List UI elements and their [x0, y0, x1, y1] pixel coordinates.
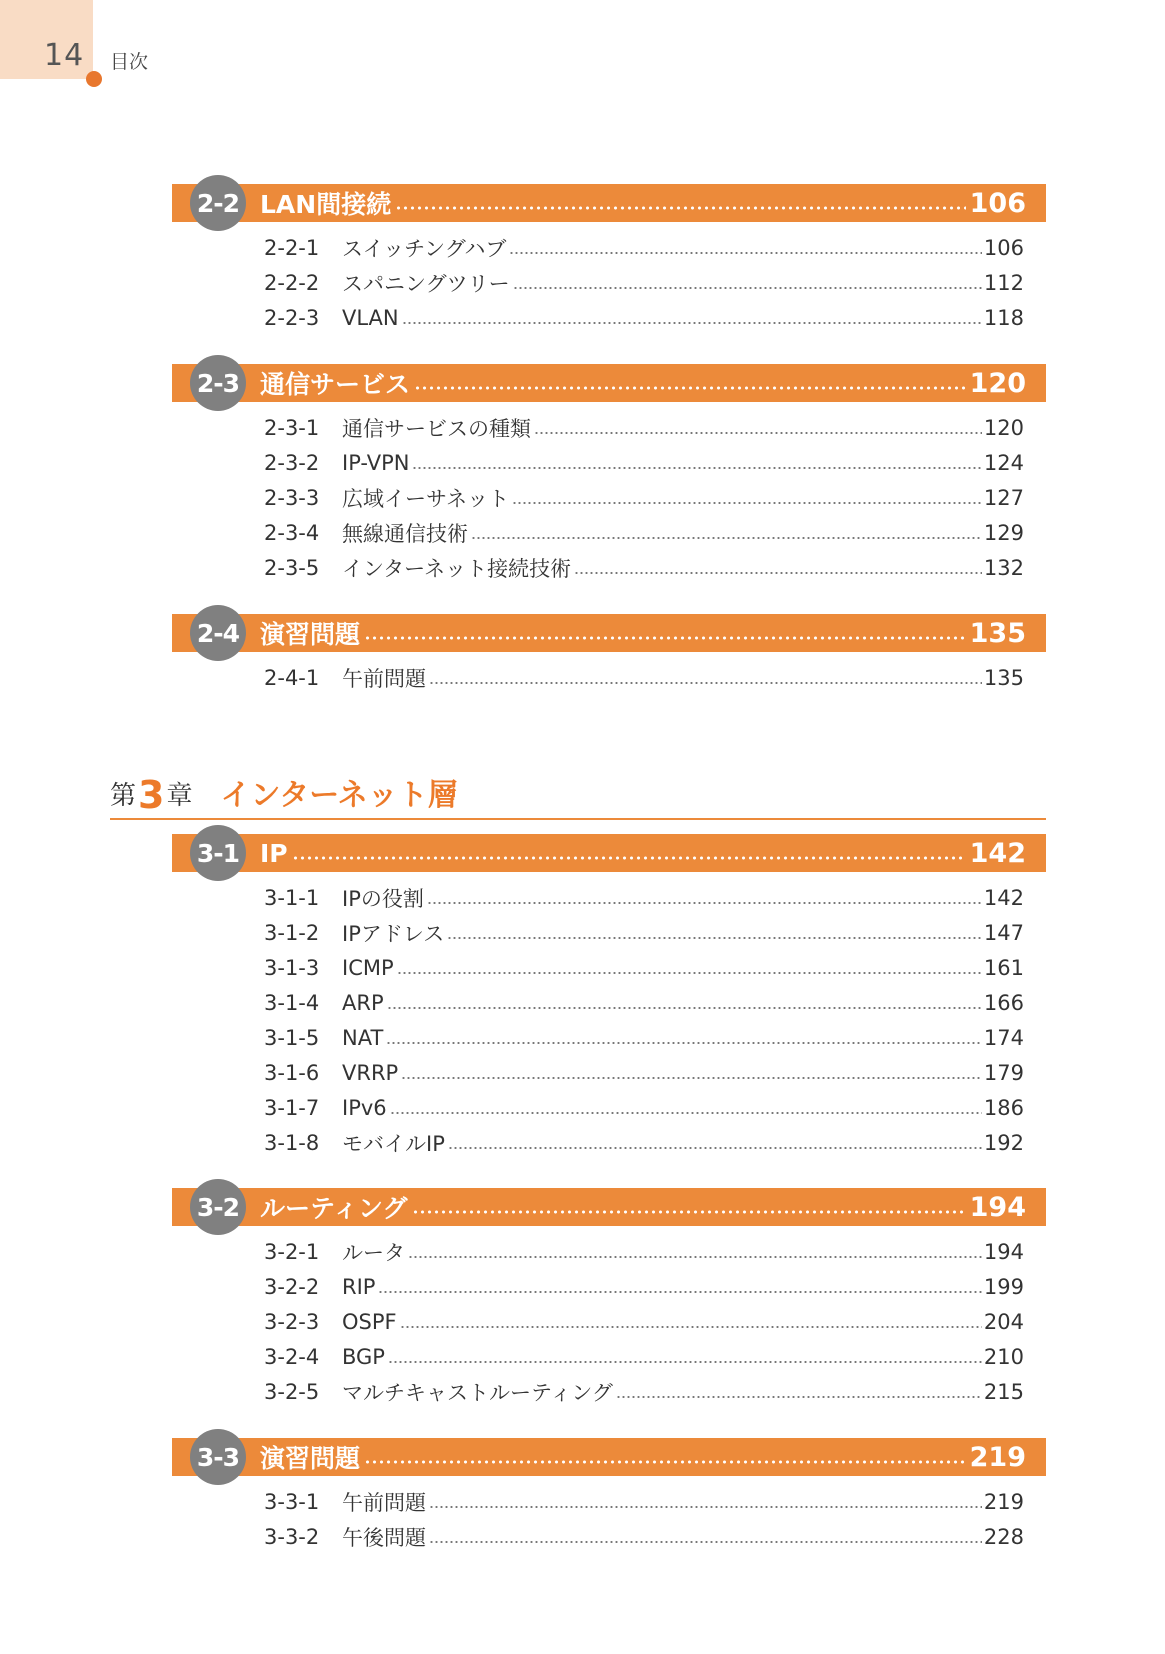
dot-leader — [448, 1146, 982, 1150]
item-number: 2-2-3 — [264, 305, 320, 330]
dot-leader — [292, 856, 966, 860]
item-page: 161 — [983, 955, 1024, 980]
item-page: 192 — [983, 1130, 1024, 1155]
item-title: 午後問題 — [342, 1525, 426, 1550]
section-bar[interactable] — [172, 614, 1046, 652]
item-number: 2-2-1 — [264, 235, 320, 260]
chapter-title: インターネット層 — [220, 778, 458, 813]
item-page: 204 — [983, 1309, 1024, 1334]
section-page: 219 — [969, 1441, 1026, 1473]
toc-item[interactable] — [264, 950, 1024, 985]
item-page: 118 — [983, 305, 1024, 330]
dot-leader — [616, 1395, 982, 1399]
dot-leader — [447, 936, 982, 940]
dot-leader — [401, 1076, 982, 1080]
toc-section[interactable] — [172, 1438, 1046, 1554]
chapter-heading[interactable] — [110, 772, 1046, 820]
section-page: 135 — [969, 617, 1026, 649]
toc-item[interactable] — [264, 480, 1024, 515]
section-title: IP — [260, 838, 288, 868]
toc-item[interactable] — [264, 265, 1024, 300]
item-page: 199 — [983, 1274, 1024, 1299]
toc-section[interactable] — [172, 834, 1046, 1160]
section-number-badge: 2-4 — [190, 605, 246, 661]
dot-leader — [412, 1210, 966, 1214]
item-page: 129 — [983, 520, 1024, 545]
item-number: 2-3-1 — [264, 415, 320, 440]
toc-item[interactable] — [264, 1234, 1024, 1269]
item-page: 228 — [983, 1524, 1024, 1549]
dot-leader — [574, 571, 982, 575]
section-number-badge: 3-2 — [190, 1179, 246, 1235]
dot-leader — [429, 1540, 982, 1544]
dot-leader — [386, 1041, 982, 1045]
dot-leader — [471, 536, 982, 540]
item-number: 2-3-2 — [264, 450, 320, 475]
item-page: 179 — [983, 1060, 1024, 1085]
toc-item[interactable] — [264, 1374, 1024, 1409]
toc-item[interactable] — [264, 550, 1024, 585]
section-bar[interactable] — [172, 834, 1046, 872]
dot-leader — [534, 431, 982, 435]
dot-leader — [512, 501, 982, 505]
item-number: 3-2-5 — [264, 1379, 320, 1404]
item-title: スイッチングハブ — [342, 236, 507, 261]
toc-section[interactable] — [172, 1188, 1046, 1409]
item-number: 3-1-2 — [264, 920, 320, 945]
item-number: 3-1-6 — [264, 1060, 320, 1085]
dot-leader — [390, 1111, 982, 1115]
section-page: 120 — [969, 367, 1026, 399]
item-page: 132 — [983, 555, 1024, 580]
item-title: NAT — [342, 1025, 384, 1050]
item-page: 147 — [983, 920, 1024, 945]
toc-section[interactable] — [172, 184, 1046, 335]
dot-leader — [378, 1290, 981, 1294]
dot-leader — [388, 1360, 982, 1364]
section-number-badge: 3-1 — [190, 825, 246, 881]
item-title: 無線通信技術 — [342, 521, 468, 546]
toc-item[interactable] — [264, 1125, 1024, 1160]
toc-item[interactable] — [264, 660, 1024, 695]
section-title: 通信サービス — [260, 370, 411, 399]
item-title: ARP — [342, 990, 384, 1015]
item-number: 3-1-7 — [264, 1095, 320, 1120]
item-page: 135 — [983, 665, 1024, 690]
toc-section[interactable] — [172, 614, 1046, 695]
dot-leader — [429, 1505, 982, 1509]
toc-item[interactable] — [264, 1484, 1024, 1519]
item-number: 3-3-2 — [264, 1524, 320, 1549]
toc-item[interactable] — [264, 985, 1024, 1020]
toc-item[interactable] — [264, 1090, 1024, 1125]
toc-item[interactable] — [264, 300, 1024, 335]
item-title: 午前問題 — [342, 1490, 426, 1515]
item-page: 166 — [983, 990, 1024, 1015]
toc-section[interactable] — [172, 364, 1046, 585]
dot-leader — [509, 251, 981, 255]
item-number: 2-4-1 — [264, 665, 320, 690]
section-title: ルーティング — [260, 1194, 408, 1223]
item-page: 210 — [983, 1344, 1024, 1369]
item-page: 174 — [983, 1025, 1024, 1050]
section-page: 194 — [969, 1191, 1026, 1223]
item-title: マルチキャストルーティング — [342, 1380, 613, 1405]
dot-leader — [400, 1325, 982, 1329]
dot-leader — [397, 971, 982, 975]
dot-leader — [414, 386, 966, 390]
section-page: 142 — [969, 837, 1026, 869]
item-number: 2-2-2 — [264, 270, 320, 295]
item-title: VLAN — [342, 305, 399, 330]
item-page: 106 — [983, 235, 1024, 260]
dot-leader — [427, 901, 982, 905]
chapter-suffix: 章 — [166, 781, 193, 811]
section-number-badge: 3-3 — [190, 1429, 246, 1485]
item-number: 3-1-8 — [264, 1130, 320, 1155]
toc-item[interactable] — [264, 1519, 1024, 1554]
dot-leader — [395, 206, 965, 210]
item-number: 3-1-4 — [264, 990, 320, 1015]
item-page: 112 — [983, 270, 1024, 295]
item-title: インターネット接続技術 — [342, 556, 572, 581]
item-title: ルータ — [342, 1240, 405, 1265]
toc-item[interactable] — [264, 880, 1024, 915]
dot-leader — [387, 1006, 982, 1010]
dot-leader — [364, 1460, 966, 1464]
toc-item[interactable] — [264, 230, 1024, 265]
item-title: OSPF — [342, 1309, 397, 1334]
item-page: 124 — [983, 450, 1024, 475]
item-page: 194 — [983, 1239, 1024, 1264]
dot-leader — [412, 466, 981, 470]
item-number: 3-2-2 — [264, 1274, 320, 1299]
toc-item[interactable] — [264, 1020, 1024, 1055]
item-number: 3-1-5 — [264, 1025, 320, 1050]
page-dot-ornament — [86, 71, 102, 87]
section-title: 演習問題 — [260, 620, 361, 649]
running-title: 目次 — [110, 51, 149, 73]
item-number: 2-3-4 — [264, 520, 320, 545]
item-number: 3-2-4 — [264, 1344, 320, 1369]
toc-item[interactable] — [264, 445, 1024, 480]
item-title: VRRP — [342, 1060, 399, 1085]
section-bar[interactable] — [172, 364, 1046, 402]
chapter-prefix: 第 — [110, 781, 137, 811]
toc-item[interactable] — [264, 1304, 1024, 1339]
page-number: 14 — [44, 38, 85, 73]
item-title: IPの役割 — [342, 886, 424, 911]
item-title: BGP — [342, 1344, 385, 1369]
item-title: モバイルIP — [342, 1131, 445, 1156]
chapter-number: 3 — [138, 773, 165, 817]
item-number: 3-1-1 — [264, 885, 320, 910]
item-page: 186 — [983, 1095, 1024, 1120]
item-page: 219 — [983, 1489, 1024, 1514]
item-number: 3-2-3 — [264, 1309, 320, 1334]
section-number-badge: 2-2 — [190, 175, 246, 231]
dot-leader — [402, 321, 982, 325]
section-number-badge: 2-3 — [190, 355, 246, 411]
item-title: スパニングツリー — [342, 271, 510, 296]
toc-item[interactable] — [264, 1339, 1024, 1374]
item-number: 3-2-1 — [264, 1239, 320, 1264]
dot-leader — [408, 1255, 982, 1259]
toc-item[interactable] — [264, 410, 1024, 445]
item-title: RIP — [342, 1274, 376, 1299]
page-number-tab — [0, 0, 93, 79]
item-title: IP-VPN — [342, 450, 410, 475]
toc-item[interactable] — [264, 1269, 1024, 1304]
section-bar[interactable] — [172, 184, 1046, 222]
item-number: 3-3-1 — [264, 1489, 320, 1514]
item-title: 午前問題 — [342, 666, 426, 691]
item-title: IPv6 — [342, 1095, 387, 1120]
item-title: 広域イーサネット — [342, 486, 510, 511]
item-number: 3-1-3 — [264, 955, 320, 980]
dot-leader — [429, 681, 982, 685]
item-title: 通信サービスの種類 — [342, 416, 531, 441]
dot-leader — [513, 286, 982, 290]
section-bar[interactable] — [172, 1188, 1046, 1226]
item-page: 142 — [983, 885, 1024, 910]
section-title: LAN間接続 — [260, 190, 392, 219]
section-page: 106 — [969, 187, 1026, 219]
section-bar[interactable] — [172, 1438, 1046, 1476]
item-page: 127 — [983, 485, 1024, 510]
toc-item[interactable] — [264, 915, 1024, 950]
item-title: ICMP — [342, 955, 394, 980]
section-title: 演習問題 — [260, 1444, 361, 1473]
item-page: 215 — [983, 1379, 1024, 1404]
item-title: IPアドレス — [342, 921, 445, 946]
item-page: 120 — [983, 415, 1024, 440]
item-number: 2-3-5 — [264, 555, 320, 580]
dot-leader — [364, 636, 966, 640]
toc-item[interactable] — [264, 515, 1024, 550]
toc-item[interactable] — [264, 1055, 1024, 1090]
item-number: 2-3-3 — [264, 485, 320, 510]
